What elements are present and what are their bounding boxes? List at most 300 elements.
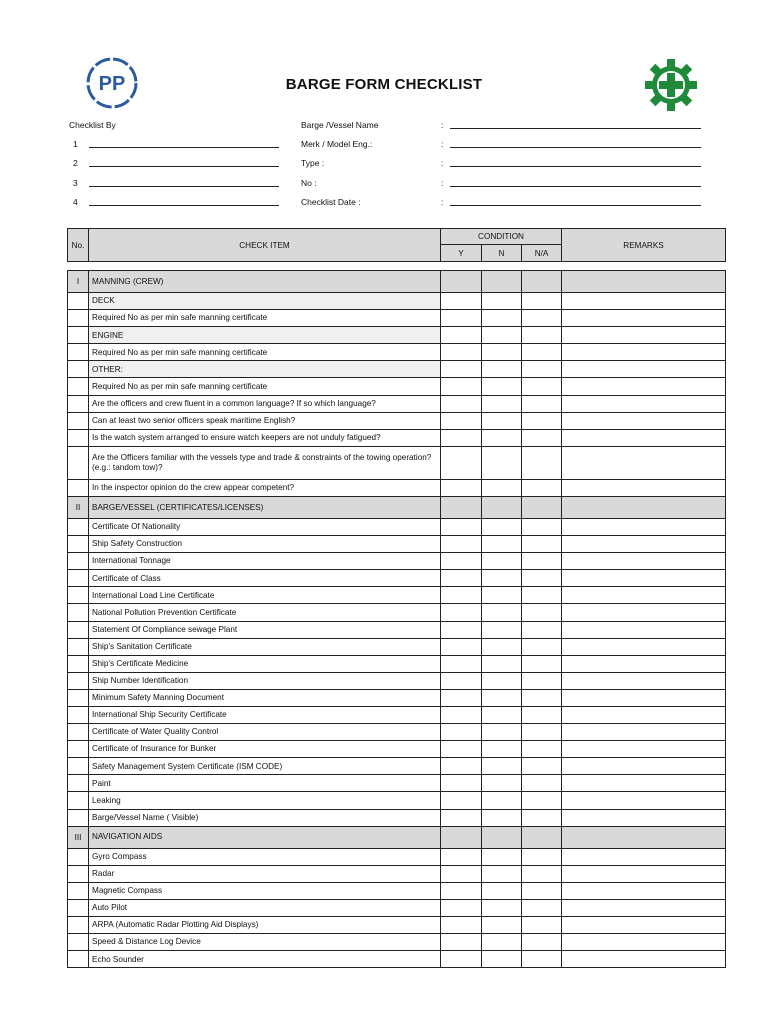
section-number: II	[68, 496, 89, 518]
remarks-cell[interactable]	[562, 518, 726, 535]
checklist-by-line-3[interactable]	[89, 186, 279, 187]
remarks-cell[interactable]	[562, 917, 726, 934]
vessel-field-line-2[interactable]	[450, 147, 701, 148]
remarks-cell[interactable]	[562, 429, 726, 446]
n-cell[interactable]	[482, 310, 522, 327]
section-y-cell	[441, 271, 482, 293]
n-cell[interactable]	[482, 934, 522, 951]
row-number-cell	[68, 361, 89, 378]
table-row	[68, 570, 726, 587]
n-header: N	[482, 245, 522, 262]
row-number-cell	[68, 672, 89, 689]
n-cell[interactable]	[482, 848, 522, 865]
section-na-cell	[522, 496, 562, 518]
na-cell[interactable]	[522, 293, 562, 310]
table-row	[68, 775, 726, 792]
y-cell[interactable]	[441, 479, 482, 496]
check-item: In the inspector opinion do the crew appear competent?	[89, 479, 441, 496]
check-item: International Ship Security Certificate	[89, 706, 441, 723]
table-row	[68, 446, 726, 479]
remarks-cell[interactable]	[562, 741, 726, 758]
table-row	[68, 518, 726, 535]
na-cell[interactable]	[522, 310, 562, 327]
section-na-cell	[522, 271, 562, 293]
field-colon: :	[441, 120, 444, 130]
y-cell[interactable]	[441, 758, 482, 775]
section-row	[68, 271, 726, 293]
na-cell[interactable]	[522, 655, 562, 672]
remarks-cell[interactable]	[562, 310, 726, 327]
n-cell[interactable]	[482, 570, 522, 587]
checklist-by-number: 2	[73, 158, 78, 168]
remarks-cell[interactable]	[562, 479, 726, 496]
n-cell[interactable]	[482, 446, 522, 479]
row-number-cell	[68, 553, 89, 570]
row-number-cell	[68, 775, 89, 792]
na-cell[interactable]	[522, 361, 562, 378]
n-cell[interactable]	[482, 621, 522, 638]
field-colon: :	[441, 158, 444, 168]
na-cell[interactable]	[522, 570, 562, 587]
na-cell[interactable]	[522, 553, 562, 570]
section-na-cell	[522, 826, 562, 848]
n-cell[interactable]	[482, 792, 522, 809]
y-cell[interactable]	[441, 672, 482, 689]
na-cell[interactable]	[522, 395, 562, 412]
section-row	[68, 496, 726, 518]
vessel-field-label: Barge /Vessel Name	[301, 120, 379, 130]
remarks-cell[interactable]	[562, 412, 726, 429]
na-cell[interactable]	[522, 741, 562, 758]
field-colon: :	[441, 178, 444, 188]
table-row	[68, 344, 726, 361]
n-cell[interactable]	[482, 604, 522, 621]
n-cell[interactable]	[482, 587, 522, 604]
y-cell[interactable]	[441, 809, 482, 826]
y-cell[interactable]	[441, 848, 482, 865]
form-title: BARGE FORM CHECKLIST	[285, 76, 483, 93]
row-number-cell	[68, 604, 89, 621]
n-cell[interactable]	[482, 917, 522, 934]
y-cell[interactable]	[441, 882, 482, 899]
y-cell[interactable]	[441, 917, 482, 934]
remarks-cell[interactable]	[562, 553, 726, 570]
check-item: National Pollution Prevention Certificate	[89, 604, 441, 621]
vessel-field-label: No :	[301, 178, 317, 188]
table-row	[68, 809, 726, 826]
na-cell[interactable]	[522, 378, 562, 395]
section-title: NAVIGATION AIDS	[89, 826, 441, 848]
table-header	[67, 228, 726, 262]
na-cell[interactable]	[522, 429, 562, 446]
check-item: Ship's Certificate Medicine	[89, 655, 441, 672]
remarks-cell[interactable]	[562, 361, 726, 378]
y-cell[interactable]	[441, 293, 482, 310]
check-item: Are the officers and crew fluent in a common language? If so which language?	[89, 395, 441, 412]
n-cell[interactable]	[482, 327, 522, 344]
n-cell[interactable]	[482, 672, 522, 689]
check-item: Certificate of Class	[89, 570, 441, 587]
table-row	[68, 412, 726, 429]
remarks-cell[interactable]	[562, 604, 726, 621]
checklist-by-number: 1	[73, 139, 78, 149]
row-number-cell	[68, 536, 89, 553]
table-row	[68, 672, 726, 689]
table-row	[68, 655, 726, 672]
na-cell[interactable]	[522, 446, 562, 479]
y-cell[interactable]	[441, 621, 482, 638]
table-row	[68, 951, 726, 968]
check-item: Radar	[89, 865, 441, 882]
check-item: Can at least two senior officers speak maritime English?	[89, 412, 441, 429]
na-header: N/A	[522, 245, 562, 262]
row-number-cell	[68, 848, 89, 865]
n-cell[interactable]	[482, 378, 522, 395]
n-cell[interactable]	[482, 344, 522, 361]
n-cell[interactable]	[482, 882, 522, 899]
table-row	[68, 934, 726, 951]
check-item: Statement Of Compliance sewage Plant	[89, 621, 441, 638]
na-cell[interactable]	[522, 604, 562, 621]
check-item: Gyro Compass	[89, 848, 441, 865]
remarks-cell[interactable]	[562, 327, 726, 344]
check-item: Certificate of Water Quality Control	[89, 724, 441, 741]
row-number-cell	[68, 655, 89, 672]
table-row	[68, 848, 726, 865]
row-number-cell	[68, 809, 89, 826]
check-item: Barge/Vessel Name ( Visible)	[89, 809, 441, 826]
na-cell[interactable]	[522, 934, 562, 951]
row-number-cell	[68, 638, 89, 655]
na-cell[interactable]	[522, 775, 562, 792]
table-row	[68, 724, 726, 741]
na-cell[interactable]	[522, 724, 562, 741]
check-item: Echo Sounder	[89, 951, 441, 968]
table-row	[68, 621, 726, 638]
n-cell[interactable]	[482, 951, 522, 968]
table-row	[68, 792, 726, 809]
table-row	[68, 327, 726, 344]
section-y-cell	[441, 826, 482, 848]
section-remarks-cell	[562, 496, 726, 518]
check-item: Speed & Distance Log Device	[89, 934, 441, 951]
row-number-cell	[68, 429, 89, 446]
check-item: Required No as per min safe manning certificate	[89, 310, 441, 327]
na-cell[interactable]	[522, 809, 562, 826]
row-number-cell	[68, 446, 89, 479]
row-number-cell	[68, 951, 89, 968]
remarks-cell[interactable]	[562, 689, 726, 706]
table-row	[68, 395, 726, 412]
row-number-cell	[68, 621, 89, 638]
check-item: Required No as per min safe manning certificate	[89, 378, 441, 395]
check-item: Leaking	[89, 792, 441, 809]
na-cell[interactable]	[522, 536, 562, 553]
n-cell[interactable]	[482, 479, 522, 496]
n-cell[interactable]	[482, 706, 522, 723]
checklist-by-line-4[interactable]	[89, 205, 279, 206]
y-cell[interactable]	[441, 689, 482, 706]
n-cell[interactable]	[482, 865, 522, 882]
na-cell[interactable]	[522, 587, 562, 604]
na-cell[interactable]	[522, 882, 562, 899]
remarks-cell[interactable]	[562, 638, 726, 655]
table-row	[68, 638, 726, 655]
y-cell[interactable]	[441, 429, 482, 446]
na-cell[interactable]	[522, 917, 562, 934]
remarks-cell[interactable]	[562, 882, 726, 899]
table-row	[68, 882, 726, 899]
n-cell[interactable]	[482, 655, 522, 672]
y-cell[interactable]	[441, 361, 482, 378]
row-number-cell	[68, 724, 89, 741]
table-row	[68, 553, 726, 570]
y-cell[interactable]	[441, 378, 482, 395]
row-number-cell	[68, 865, 89, 882]
na-cell[interactable]	[522, 672, 562, 689]
y-header: Y	[441, 245, 482, 262]
row-number-cell	[68, 917, 89, 934]
y-cell[interactable]	[441, 536, 482, 553]
remarks-cell[interactable]	[562, 672, 726, 689]
section-row	[68, 826, 726, 848]
check-item: International Tonnage	[89, 553, 441, 570]
table-row	[68, 536, 726, 553]
table-row	[68, 865, 726, 882]
y-cell[interactable]	[441, 310, 482, 327]
remarks-cell[interactable]	[562, 621, 726, 638]
y-cell[interactable]	[441, 775, 482, 792]
check-item: Certificate of Insurance for Bunker	[89, 741, 441, 758]
row-number-cell	[68, 882, 89, 899]
y-cell[interactable]	[441, 395, 482, 412]
remarks-cell[interactable]	[562, 536, 726, 553]
table-row	[68, 479, 726, 496]
table-row	[68, 689, 726, 706]
n-cell[interactable]	[482, 429, 522, 446]
n-cell[interactable]	[482, 689, 522, 706]
n-cell[interactable]	[482, 412, 522, 429]
field-colon: :	[441, 197, 444, 207]
na-cell[interactable]	[522, 689, 562, 706]
table-row	[68, 361, 726, 378]
na-cell[interactable]	[522, 792, 562, 809]
check-item: ARPA (Automatic Radar Plotting Aid Displays)	[89, 917, 441, 934]
table-row	[68, 587, 726, 604]
n-cell[interactable]	[482, 638, 522, 655]
check-item: Certificate Of Nationality	[89, 518, 441, 535]
n-cell[interactable]	[482, 395, 522, 412]
checklist-table	[67, 270, 726, 968]
n-cell[interactable]	[482, 775, 522, 792]
vessel-field-label: Checklist Date :	[301, 197, 361, 207]
na-cell[interactable]	[522, 638, 562, 655]
row-number-cell	[68, 327, 89, 344]
remarks-cell[interactable]	[562, 344, 726, 361]
vessel-field-line-4[interactable]	[450, 186, 701, 187]
vessel-field-line-3[interactable]	[450, 166, 701, 167]
y-cell[interactable]	[441, 934, 482, 951]
table-row	[68, 429, 726, 446]
y-cell[interactable]	[441, 865, 482, 882]
y-cell[interactable]	[441, 655, 482, 672]
remarks-cell[interactable]	[562, 848, 726, 865]
section-n-cell	[482, 271, 522, 293]
table-row	[68, 378, 726, 395]
section-number: III	[68, 826, 89, 848]
remarks-cell[interactable]	[562, 865, 726, 882]
y-cell[interactable]	[441, 899, 482, 916]
row-number-cell	[68, 344, 89, 361]
row-number-cell	[68, 792, 89, 809]
check-item: Safety Management System Certificate (ISM CODE)	[89, 758, 441, 775]
n-cell[interactable]	[482, 809, 522, 826]
n-cell[interactable]	[482, 361, 522, 378]
n-cell[interactable]	[482, 293, 522, 310]
na-cell[interactable]	[522, 344, 562, 361]
y-cell[interactable]	[441, 951, 482, 968]
check-item: Ship Number Identification	[89, 672, 441, 689]
table-row	[68, 917, 726, 934]
check-item: Magnetic Compass	[89, 882, 441, 899]
row-number-cell	[68, 395, 89, 412]
remarks-cell[interactable]	[562, 758, 726, 775]
row-number-cell	[68, 741, 89, 758]
table-row	[68, 706, 726, 723]
y-cell[interactable]	[441, 344, 482, 361]
pp-logo-text: PP	[98, 73, 126, 95]
table-row	[68, 741, 726, 758]
row-number-cell	[68, 758, 89, 775]
remarks-cell[interactable]	[562, 899, 726, 916]
checklist-by-label: Checklist By	[69, 120, 116, 130]
na-cell[interactable]	[522, 899, 562, 916]
n-cell[interactable]	[482, 518, 522, 535]
y-cell[interactable]	[441, 518, 482, 535]
row-number-cell	[68, 479, 89, 496]
n-cell[interactable]	[482, 899, 522, 916]
checklist-by-number: 4	[73, 197, 78, 207]
remarks-cell[interactable]	[562, 378, 726, 395]
y-cell[interactable]	[441, 706, 482, 723]
vessel-field-line-1[interactable]	[450, 128, 701, 129]
section-number: I	[68, 271, 89, 293]
na-cell[interactable]	[522, 518, 562, 535]
table-row	[68, 310, 726, 327]
table-row	[68, 293, 726, 310]
remarks-cell[interactable]	[562, 587, 726, 604]
check-item: Paint	[89, 775, 441, 792]
row-number-cell	[68, 310, 89, 327]
remarks-cell[interactable]	[562, 809, 726, 826]
y-cell[interactable]	[441, 604, 482, 621]
remarks-cell[interactable]	[562, 934, 726, 951]
n-cell[interactable]	[482, 724, 522, 741]
y-cell[interactable]	[441, 587, 482, 604]
n-cell[interactable]	[482, 536, 522, 553]
remarks-cell[interactable]	[562, 293, 726, 310]
y-cell[interactable]	[441, 446, 482, 479]
check-item: International Load Line Certificate	[89, 587, 441, 604]
section-title: MANNING (CREW)	[89, 271, 441, 293]
section-y-cell	[441, 496, 482, 518]
condition-header: CONDITION	[441, 229, 562, 245]
section-remarks-cell	[562, 271, 726, 293]
subsection-label: ENGINE	[89, 327, 441, 344]
y-cell[interactable]	[441, 724, 482, 741]
vessel-field-label: Type :	[301, 158, 325, 168]
y-cell[interactable]	[441, 553, 482, 570]
y-cell[interactable]	[441, 327, 482, 344]
na-cell[interactable]	[522, 865, 562, 882]
check-item-header: CHECK ITEM	[89, 229, 441, 262]
row-number-cell	[68, 570, 89, 587]
checklist-by-line-2[interactable]	[89, 166, 279, 167]
checklist-by-line-1[interactable]	[89, 147, 279, 148]
row-number-cell	[68, 518, 89, 535]
field-colon: :	[441, 139, 444, 149]
remarks-cell[interactable]	[562, 395, 726, 412]
check-item: Required No as per min safe manning certificate	[89, 344, 441, 361]
checklist-by-number: 3	[73, 178, 78, 188]
remarks-cell[interactable]	[562, 724, 726, 741]
n-cell[interactable]	[482, 758, 522, 775]
row-number-cell	[68, 412, 89, 429]
y-cell[interactable]	[441, 638, 482, 655]
check-item: Ship's Sanitation Certificate	[89, 638, 441, 655]
remarks-cell[interactable]	[562, 570, 726, 587]
table-row	[68, 758, 726, 775]
y-cell[interactable]	[441, 570, 482, 587]
na-cell[interactable]	[522, 479, 562, 496]
remarks-cell[interactable]	[562, 775, 726, 792]
na-cell[interactable]	[522, 951, 562, 968]
table-row	[68, 604, 726, 621]
table-row	[68, 899, 726, 916]
na-cell[interactable]	[522, 848, 562, 865]
check-item: Ship Safety Construction	[89, 536, 441, 553]
check-item: Auto Pilot	[89, 899, 441, 916]
vessel-field-line-5[interactable]	[450, 205, 701, 206]
n-cell[interactable]	[482, 741, 522, 758]
remarks-cell[interactable]	[562, 792, 726, 809]
na-cell[interactable]	[522, 327, 562, 344]
na-cell[interactable]	[522, 706, 562, 723]
section-title: BARGE/VESSEL (CERTIFICATES/LICENSES)	[89, 496, 441, 518]
y-cell[interactable]	[441, 741, 482, 758]
remarks-cell[interactable]	[562, 655, 726, 672]
y-cell[interactable]	[441, 412, 482, 429]
remarks-cell[interactable]	[562, 446, 726, 479]
remarks-header: REMARKS	[562, 229, 726, 262]
row-number-cell	[68, 899, 89, 916]
row-number-cell	[68, 689, 89, 706]
subsection-label: OTHER:	[89, 361, 441, 378]
na-cell[interactable]	[522, 412, 562, 429]
subsection-label: DECK	[89, 293, 441, 310]
y-cell[interactable]	[441, 792, 482, 809]
remarks-cell[interactable]	[562, 706, 726, 723]
na-cell[interactable]	[522, 758, 562, 775]
row-number-cell	[68, 587, 89, 604]
remarks-cell[interactable]	[562, 951, 726, 968]
section-remarks-cell	[562, 826, 726, 848]
check-item: Are the Officers familiar with the vessels type and trade & constraints of the towing operation? (e.g.: tandom tow)?	[89, 446, 441, 479]
na-cell[interactable]	[522, 621, 562, 638]
section-n-cell	[482, 496, 522, 518]
n-cell[interactable]	[482, 553, 522, 570]
row-number-cell	[68, 378, 89, 395]
